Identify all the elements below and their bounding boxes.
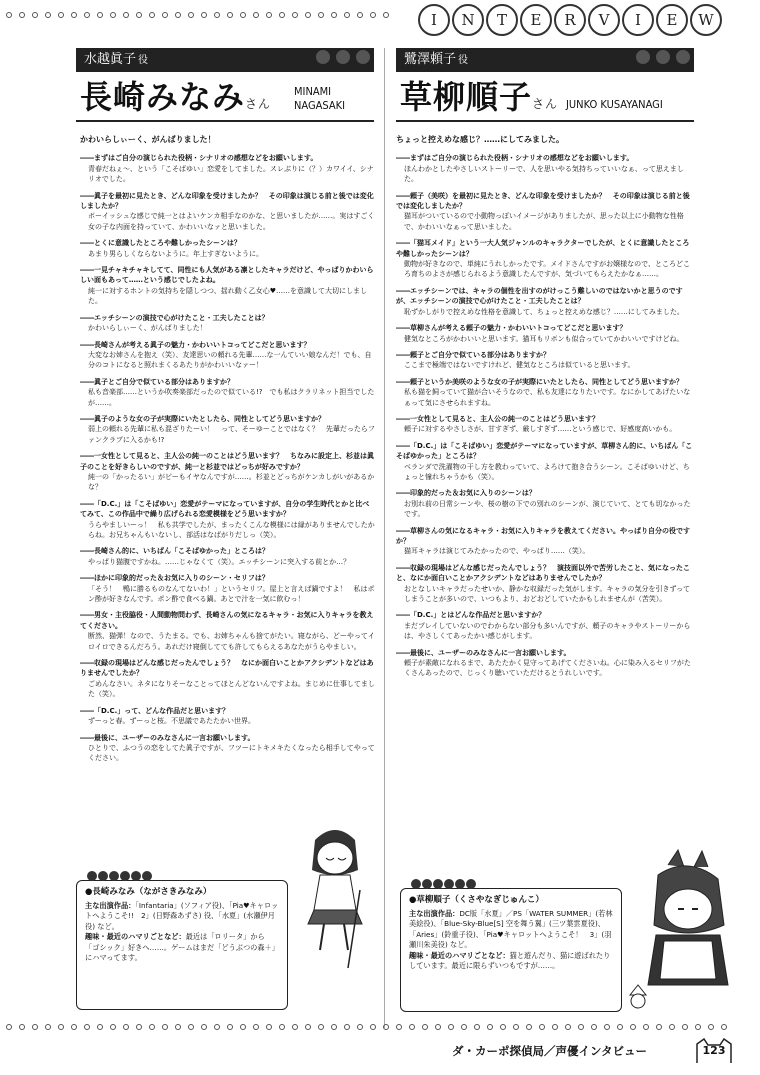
left-romaji (294, 85, 345, 113)
right-question: ――「D.C.」は「こそばゆい」恋愛がテーマになっていますが、草柳さん的に、いちばん「こそばゆかった」ところは？ (396, 441, 693, 461)
column-divider (384, 48, 385, 1028)
dot-decoration (201, 12, 207, 18)
dot-decoration (487, 1024, 493, 1030)
right-question: ――頼子とご自分で似ている部分はありますか？ (396, 350, 550, 359)
left-profile-hobby-text: 最近は「ロリータ」から「ゴシック」好きへ……。ゲームはまだ「どうぶつの森＋」にハマってます。 (85, 932, 279, 962)
left-profile-works-label: 主な出演作品： (85, 900, 136, 910)
right-qa-item (396, 610, 694, 641)
dot-decoration (58, 1024, 64, 1030)
dot-decoration (331, 1024, 337, 1030)
right-answer: 恥ずかしがりで控えめな性格を意識して、ちょっと控えめな感じ？……にしてみました。 (404, 307, 684, 316)
right-question: ――頼子というか美咲のような女の子が実際にいたとしたら、同性としてどう思いますか？ (396, 377, 683, 386)
left-answer: ひとりで、ふつうの恋をしてた眞子ですが、フツーにトキメキたくなったら相手してやってください。 (88, 743, 375, 763)
dot-decoration (136, 1024, 142, 1030)
right-qa-item (396, 648, 694, 679)
right-name (400, 72, 558, 129)
dot-decoration (344, 12, 350, 18)
dot-decoration (500, 1024, 506, 1030)
interview-letter: W (690, 4, 722, 36)
left-qa-item (80, 706, 376, 727)
right-question: ――草柳さんの気になるキャラ・お気に入りキャラを教えてください。やっぱり自分の役ですか？ (396, 526, 690, 545)
left-question: ――長崎さん的に、いちばん「こそばゆかった」ところは？ (80, 547, 269, 556)
dot-decoration (344, 1024, 350, 1030)
dot-decoration (97, 12, 103, 18)
dot-decoration (461, 1024, 467, 1030)
page-number-badge (695, 1038, 733, 1064)
dot-decoration (526, 1024, 532, 1030)
right-qa-item (396, 377, 694, 408)
left-answer: 純一に対するホントの気持ちを隠しつつ、揺れ動く乙女心♥……を意識して大切にしました。 (88, 286, 367, 306)
dot-decoration (708, 1024, 714, 1030)
left-name-text: 長崎みなみ (80, 78, 246, 116)
dot-decoration (565, 1024, 571, 1030)
right-paw-icon (630, 50, 690, 72)
left-qa-item (80, 610, 376, 652)
right-name-header (396, 48, 694, 128)
left-answer: 断然、猫弾！なので、うたまる。でも、お姉ちゃんも捨てがたい。寝ながら、どーやってイロイロできるんだろう。あれだけ寝倒してても許してもらえるあなたがうらやましい。 (88, 632, 375, 651)
dot-decoration (669, 1024, 675, 1030)
dot-decoration (97, 1024, 103, 1030)
dot-decoration (110, 12, 116, 18)
left-answer: ボーイッシュな感じで純一とはよいケンカ相手なのかな、と思いましたが……。実はすごく女の子な内面を持っていて、かわいいなァと思いました。 (88, 212, 375, 231)
right-answer: 動物が好きなので、単純にうれしかったです。メイドさんですがお嬢様なので、ところどころ育ちのよさが感じられるよう意識したんですが、気づいてもらえたかなぁ……。 (404, 260, 691, 279)
left-question: ――「D.C.」って、どんな作品だと思います？ (80, 706, 230, 715)
left-paw-icon (310, 50, 370, 72)
left-name-block (76, 72, 374, 122)
right-qa-list (396, 153, 694, 678)
right-answer: 健気なところがかわいいと思います。猫耳もリボンも似合っていてかわいいですけどね。 (404, 334, 684, 343)
left-yaku: 役 (138, 55, 149, 66)
dot-decoration (123, 1024, 129, 1030)
dots-bottom-decoration (6, 1022, 746, 1032)
left-answer: ずーっと春。ずーっと桜。不思議であたたかい世界。 (88, 717, 256, 726)
dot-decoration (305, 1024, 311, 1030)
left-answer: やっぱり猫腹ですかね。……じゃなくて（笑）。エッチシーンに突入する前とか…？ (88, 557, 351, 566)
left-qa-item (80, 377, 376, 408)
dot-decoration (136, 12, 142, 18)
right-qa-item (396, 441, 694, 483)
left-question: ――眞子を最初に見たとき、どんな印象を受けましたか？ その印象は演じる前と後では変化しましたか？ (80, 191, 374, 211)
interview-letter: I (418, 4, 450, 36)
left-question: ――「D.C.」は「こそばゆい」恋愛がテーマになっていますが、自分の学生時代とかと比べてみて、この作品中で繰り広げられる恋愛模様をどう思いますか？ (80, 499, 370, 519)
dot-decoration (19, 1024, 25, 1030)
dot-decoration (19, 12, 25, 18)
right-profile-hobby (409, 951, 613, 972)
right-answer: おとなしいキャラだったせいか、静かな収録だった気がします。キャラの気分を引きずってしまうことが多いので、いつもより、おどおどしていたかもしれませんが（苦笑）。 (404, 584, 691, 604)
dot-decoration (123, 12, 129, 18)
left-qa-item (80, 573, 376, 604)
dot-decoration (591, 1024, 597, 1030)
right-interview-column (396, 135, 694, 850)
dot-decoration (71, 12, 77, 18)
left-interview-column (80, 135, 376, 850)
dot-decoration (448, 1024, 454, 1030)
dot-decoration (214, 1024, 220, 1030)
left-answer: 純一の「かったるい」がピーもイヤなんですが……。杉並とどっちがケンカしがいがあるかな？ (88, 472, 375, 492)
left-question: ――眞子のような女の子が実際にいたとしたら、同性としてどう思いますか？ (80, 414, 325, 423)
right-qa-item (396, 350, 694, 371)
left-profile-works (85, 901, 279, 933)
dot-decoration (6, 12, 12, 18)
left-question: ――男女・主役脇役・人間動物問わず、長崎さんの気になるキャラ・お気に入りキャラを教えてください。 (80, 611, 374, 630)
right-qa-item (396, 238, 694, 280)
page-number: 123 (702, 1044, 726, 1057)
left-qa-item (80, 340, 376, 371)
right-question: ――一女性として見ると、主人公の純一のことはどう思います？ (396, 414, 599, 423)
right-tagline: ちょっと控えめな感じ？……にしてみました。 (396, 135, 564, 144)
right-answer: お別れ前の日常シーンや、桜の樹の下での別れのシーンが、演じていて、とても切なかったです。 (404, 499, 691, 519)
dot-decoration (32, 1024, 38, 1030)
dot-decoration (253, 12, 259, 18)
left-profile-title: ●長崎みなみ（ながさきみなみ） (85, 887, 212, 897)
dot-decoration (383, 1024, 389, 1030)
right-answer: ほんわかとしたやさしいストーリーで、人を思いやる気持ちっていいなぁ、って思えました。 (404, 164, 684, 184)
dot-decoration (149, 12, 155, 18)
right-name-text: 草柳順子 (400, 78, 533, 116)
dot-decoration (331, 12, 337, 18)
right-question: ――収録の現場はどんな感じだったんでしょう？ 演技面以外で苦労したこと、気になったこと、なにか面白いことかアクシデントなどはありませんでしたか？ (396, 563, 690, 583)
left-qa-item (80, 546, 376, 567)
right-qa-item (396, 526, 694, 557)
dot-decoration (435, 1024, 441, 1030)
left-answer: 弱上の頼れる先輩に私も混ざりたーい！ って、そーゆーことではなく？ 先輩だったらファンクラブに入るかも!? (88, 425, 375, 444)
left-romaji-2: NAGASAKI (294, 99, 346, 112)
dot-decoration (71, 1024, 77, 1030)
right-qa-item (396, 191, 694, 233)
left-question: ――長崎さんが考える眞子の魅力・かわいいトコってどこだと思います？ (80, 340, 311, 349)
chibi-catgirl-illustration (628, 845, 738, 1015)
right-answer: 頼子が素敵になれるまで、あたたかく見守ってあげてくださいね。心に染み入るセリフがたくさんあったので、じっくり聴いていただけるとうれしいです。 (404, 659, 691, 678)
right-qa-item (396, 488, 694, 519)
dot-decoration (45, 1024, 51, 1030)
left-profile-works-text: 「Infantaria」(ソフィア役)、「Pia♥キャロットへようこそ!! 2」(日野森あずさ) 役、「水夏」(水瀬伊月役) など。 (85, 900, 279, 931)
dot-decoration (643, 1024, 649, 1030)
dot-decoration (396, 1024, 402, 1030)
dot-decoration (32, 12, 38, 18)
left-qa-item (80, 451, 376, 493)
dot-decoration (513, 1024, 519, 1030)
left-question: ――収録の現場はどんな感じだったんでしょう？ なにか面白いことかアクシデントなどはありませんでしたか？ (80, 659, 374, 678)
left-answer: かわいらしぃーく、がんばりました！ (88, 324, 207, 333)
left-qa-item (80, 658, 376, 700)
dot-decoration (630, 1024, 636, 1030)
left-qa-item (80, 191, 376, 233)
left-question: ――ほかに印象的だった＆お気に入りのシーン・セリフは？ (80, 574, 269, 583)
dot-decoration (175, 12, 181, 18)
dot-decoration (383, 12, 389, 18)
left-answer: うらやましいーっ！ 私も共学でしたが、まったくこんな模様には縁がありませんでしたからね。お兄ちゃんもいないし、部活はなばがりだしっ（笑）。 (88, 520, 375, 539)
dot-decoration (305, 12, 311, 18)
right-qa-item (396, 323, 694, 344)
left-answer: 大変なお姉さんを抱え（笑）、友達思いの頼れる先輩……な一んていい娘なんだ！でも、自分のコトになると照れまくるあたりがかわいいなァー！ (88, 350, 372, 370)
left-question: ――とくに意識したところや難しかったシーンは？ (80, 239, 241, 248)
left-question: ――一見チャキチャキしてて、同性にも人気がある凛としたキャラだけど、やっぱりかわいらしい面もあって……という感じでしたよね。 (80, 266, 374, 285)
left-profile-hobby-label: 趣味・最近のハマリごとなど： (85, 932, 186, 941)
right-profile-works (409, 909, 613, 951)
chibi-girl-illustration (290, 820, 380, 970)
right-profile-hobby-label: 趣味・最近のハマリごとなど： (409, 950, 510, 960)
dot-decoration (227, 1024, 233, 1030)
right-qa-item (396, 286, 694, 317)
left-question: ――最後に、ユーザーのみなさんに一言お願いします。 (80, 733, 255, 742)
interview-letter: R (554, 4, 586, 36)
right-answer: 猫耳がついているので小動物っぽいイメージがありましたが、思った以上に小動物な性格で、かわいいなぁって思いました。 (404, 212, 684, 231)
left-answer: 私も音楽部……というか吹奏楽部だったので似ている!? でも私はクラリネット担当でしたが……。 (88, 388, 375, 407)
right-question: ――エッチシーンでは、キャラの個性を出すのがけっこう難しいのではないかと思うのですが、エッチシーンの演技で心がけたこと・工夫したことは？ (396, 286, 683, 306)
dot-decoration (279, 1024, 285, 1030)
right-answer: ベランダで洗濯物の干し方を教わっていて、よろけて抱き合うシーン。こそばゆいけど、ちょっと憧れちゃうかも（笑）。 (404, 462, 690, 481)
dot-decoration (357, 1024, 363, 1030)
dot-decoration (188, 1024, 194, 1030)
left-role: 水越眞子 (84, 52, 137, 67)
right-answer: 頼子に対するやさしさが、甘すぎず、厳しすぎず……という感じで、好感度高いかも。 (404, 425, 677, 434)
right-answer: 私も猫を飼っていて猫が合いそうなので、私も友達になりたいです。なにかしてあげたいなぁって気にさせられますね。 (404, 388, 691, 407)
right-profile-box (400, 888, 622, 1012)
right-question: ――草柳さんが考える頼子の魅力・かわいいトコってどこだと思います？ (396, 324, 627, 333)
dot-decoration (370, 12, 376, 18)
left-qa-item (80, 499, 376, 541)
left-question: ――一女性として見ると、主人公の純一のことはどう思います？ ちなみに設定上、杉並は眞子のことを好きらしいのですが、純一と杉並ではどっちが好みですか？ (80, 452, 374, 471)
dot-decoration (162, 12, 168, 18)
left-question: ――眞子とご自分で似ている部分はありますか？ (80, 377, 234, 386)
right-role: 鷺澤頼子 (404, 52, 457, 67)
dot-decoration (682, 1024, 688, 1030)
right-profile-title: ●草柳順子（くさやなぎじゅんこ） (409, 895, 544, 905)
dot-decoration (6, 1024, 12, 1030)
dot-decoration (201, 1024, 207, 1030)
dot-decoration (58, 12, 64, 18)
right-question: ――「D.C.」とはどんな作品だと思いますか？ (396, 611, 546, 620)
dot-decoration (110, 1024, 116, 1030)
dot-decoration (370, 1024, 376, 1030)
dot-decoration (292, 1024, 298, 1030)
right-answer: 猫耳キャラは演じてみたかったので、やっぱり……（笑）。 (404, 547, 590, 556)
right-san: さん (532, 97, 559, 111)
right-profile-hobby-text: 猫と遊んだり、猫に遊ばれたりしています。最近に限らずいつもですが……。 (409, 950, 611, 970)
dot-decoration (279, 12, 285, 18)
left-name-header (76, 48, 374, 128)
left-san: さん (245, 97, 272, 111)
dot-decoration (266, 1024, 272, 1030)
right-yaku: 役 (458, 55, 469, 66)
interview-header (418, 4, 760, 38)
left-profile-tab-icon (87, 871, 152, 881)
dot-decoration (175, 1024, 181, 1030)
dot-decoration (240, 12, 246, 18)
right-question: ――まずはご自分の演じられた役柄・シナリオの感想などをお願いします。 (396, 154, 634, 163)
left-tagline: かわいらしぃーく、がんばりました！ (80, 135, 216, 144)
dot-decoration (474, 1024, 480, 1030)
dot-decoration (84, 12, 90, 18)
left-qa-list (80, 153, 376, 763)
interview-letter: N (452, 4, 484, 36)
right-qa-item (396, 153, 694, 184)
dot-decoration (45, 12, 51, 18)
left-question: ――まずはご自分の演じられた役柄・シナリオの感想などをお願いします。 (80, 154, 318, 163)
dot-decoration (266, 12, 272, 18)
dot-decoration (292, 12, 298, 18)
dot-decoration (240, 1024, 246, 1030)
right-question: ――頼子（美咲）を最初に見たとき、どんな印象を受けましたか？ その印象は演じる前と後では変化しましたか？ (396, 191, 690, 211)
dot-decoration (721, 1024, 727, 1030)
interview-letter: V (588, 4, 620, 36)
right-profile-works-label: 主な出演作品： (409, 908, 460, 918)
dot-decoration (578, 1024, 584, 1030)
left-qa-item (80, 414, 376, 445)
interview-letter: I (622, 4, 654, 36)
dot-decoration (539, 1024, 545, 1030)
right-answer: まだプレイしていないのでわからない部分も多いんですが、頼子のキャラやストーリーからは、やさしくてあったかい感じがします。 (404, 621, 691, 641)
right-answer: ここまで極端ではないですけれど、健気なところは似ていると思います。 (404, 361, 635, 370)
left-answer: 「そう！ 鴨に勝るものなんてないわ！」というセリフ。屋上と言えば鍋ですよ！ 私はポン酢が好きなんです。ポン酢で食べる鍋。あとで汁を一気に飲むっ！ (88, 584, 375, 604)
right-profile-tab-icon (411, 879, 476, 889)
dot-decoration (149, 1024, 155, 1030)
dot-decoration (84, 1024, 90, 1030)
interview-letter: T (486, 4, 518, 36)
left-answer: ごめんなさい。ネタになりそーなことってほとんどないんですよね。まじめに仕事してました（笑）。 (88, 679, 375, 699)
right-qa-item (396, 563, 694, 605)
dot-decoration (409, 1024, 415, 1030)
dot-decoration (188, 12, 194, 18)
left-qa-item (80, 733, 376, 764)
left-answer: あまり男らしくならないように。年上すぎないように。 (88, 249, 263, 258)
right-question: ――印象的だった＆お気に入りのシーンは？ (396, 489, 536, 498)
dot-decoration (357, 12, 363, 18)
left-profile-hobby (85, 932, 279, 964)
left-qa-item (80, 313, 376, 334)
right-name-block (396, 72, 694, 122)
dot-decoration (617, 1024, 623, 1030)
left-answer: 青春だねぇ～、という「こそばゆい」恋愛をしてました。スレぶりに（？）カワイイ、シナリオでした。 (88, 164, 374, 184)
dot-decoration (604, 1024, 610, 1030)
right-romaji: JUNKO KUSAYANAGI (566, 98, 663, 111)
dots-top-decoration (6, 10, 406, 20)
dot-decoration (318, 12, 324, 18)
footer-title: ダ・カーポ探偵局／声優インタビュー (452, 1044, 648, 1058)
dot-decoration (422, 1024, 428, 1030)
left-qa-item (80, 153, 376, 184)
left-qa-item (80, 265, 376, 307)
right-profile-works-text: DC版「水夏」／PS「WATER SUMMER」(若林美絵役)、「Blue-Sky-Blue[S] 空を舞う翼」(三ツ葉雲夏役)、「Aries」(鈴重子役)、「Pia♥キャロットへようこそ！ 3」(羽瀬川朱美役) など。 (409, 908, 613, 949)
right-question: ――最後に、ユーザーのみなさんに一言お願いします。 (396, 648, 571, 657)
left-profile-box (76, 880, 288, 1010)
dot-decoration (214, 12, 220, 18)
dot-decoration (552, 1024, 558, 1030)
right-question: ――「猫耳メイド」という一大人気ジャンルのキャラクターでしたが、とくに意識したところや難しかったシーンは？ (396, 239, 690, 258)
left-name (80, 72, 271, 129)
dot-decoration (227, 12, 233, 18)
dot-decoration (162, 1024, 168, 1030)
interview-letter: E (656, 4, 688, 36)
dot-decoration (318, 1024, 324, 1030)
interview-letter: E (520, 4, 552, 36)
left-question: ――エッチシーンの演技で心がけたこと・工夫したことは？ (80, 313, 269, 322)
dot-decoration (695, 1024, 701, 1030)
left-romaji-1: MINAMI (294, 85, 332, 98)
dot-decoration (253, 1024, 259, 1030)
right-qa-item (396, 414, 694, 435)
dot-decoration (656, 1024, 662, 1030)
left-qa-item (80, 238, 376, 259)
